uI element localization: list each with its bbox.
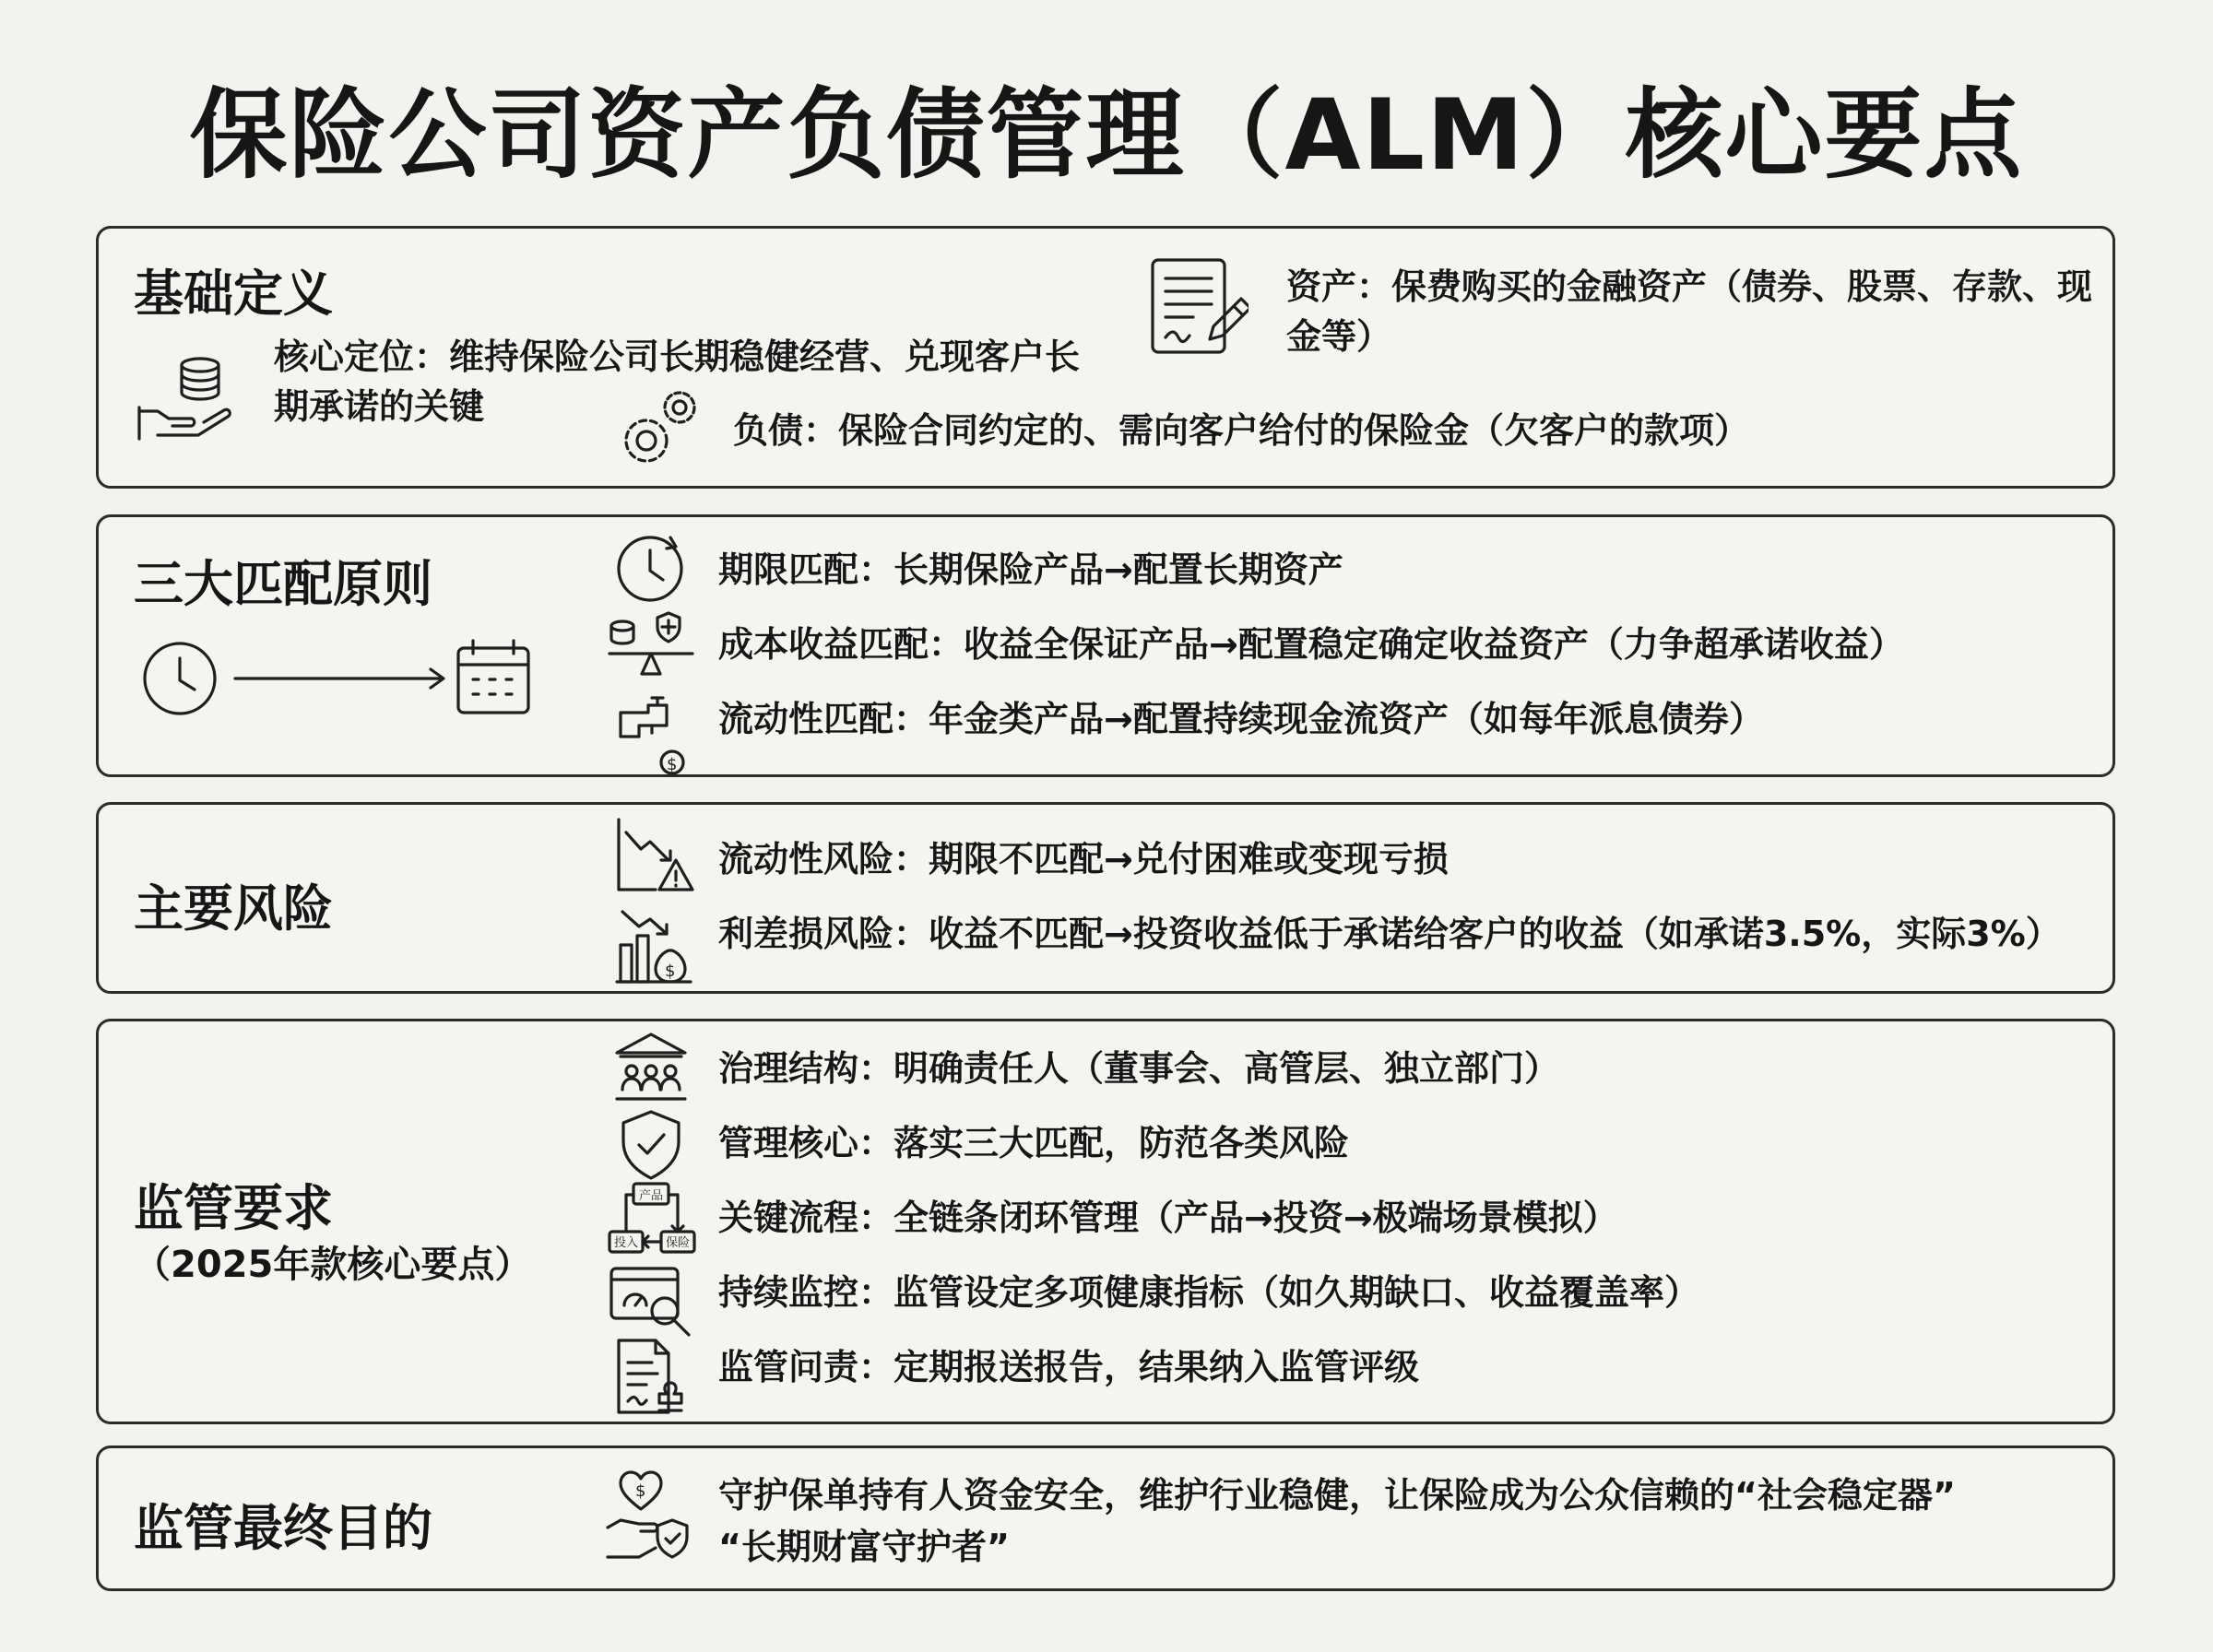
section-title-risks: 主要风险 [134, 879, 333, 938]
section-title-purpose: 监管最终目的 [134, 1499, 432, 1557]
bars-loss-money-icon [611, 903, 696, 987]
gears-icon [615, 384, 704, 472]
chart-down-warning-icon [611, 814, 696, 897]
section-title-regulation: 监管要求 [134, 1179, 333, 1237]
panel-regulatory-requirements [96, 1019, 2115, 1424]
matching-item-2: 成本收益匹配：收益全保证产品→配置稳定确定收益资产（力争超承诺收益） [718, 624, 1904, 665]
clock-icon [611, 528, 689, 606]
regulation-item-1: 治理结构：明确责任人（董事会、高管层、独立部门） [718, 1048, 1560, 1089]
document-pen-icon [1145, 254, 1249, 358]
monitor-magnifier-icon [608, 1263, 696, 1339]
page-title: 保险公司资产负债管理（ALM）核心要点 [189, 78, 2024, 192]
balance-scale-icon [604, 606, 696, 681]
faucet-coin-icon [611, 692, 689, 777]
purpose-text-line-2: “长期财富守护者” [718, 1527, 1010, 1567]
risk-item-2: 利差损风险：收益不匹配→投资收益低于承诺给客户的收益（如承诺3.5%，实际3%） [718, 914, 2061, 954]
panel-basic-definition [96, 226, 2115, 489]
liability-definition-text: 负债：保险合同约定的、需向客户给付的保险金（欠客户的款项） [733, 410, 1750, 451]
svg-text:$: $ [665, 962, 676, 981]
matching-item-3: 流动性匹配：年金类产品→配置持续现金流资产（如每年派息债券） [718, 699, 1764, 739]
risk-item-1: 流动性风险：期限不匹配→兑付困难或变现亏损 [718, 839, 1449, 879]
regulation-item-3: 关键流程：全链条闭环管理（产品→投资→极端场景模拟） [718, 1198, 1618, 1238]
section-title-basic: 基础定义 [134, 265, 333, 323]
governance-building-icon [611, 1029, 691, 1104]
svg-text:$: $ [635, 1481, 646, 1501]
section-title-matching: 三大匹配原则 [134, 555, 432, 613]
flow-icon-label-product: 产品 [639, 1189, 664, 1203]
flow-icon-label-insurance: 保险 [666, 1236, 691, 1250]
panel-main-risks [96, 802, 2115, 994]
regulation-item-2: 管理核心：落实三大匹配，防范各类风险 [718, 1123, 1350, 1163]
panel-regulatory-purpose [96, 1446, 2115, 1591]
regulation-item-4: 持续监控：监管设定多项健康指标（如久期缺口、收益覆盖率） [718, 1272, 1700, 1313]
heart-dollar-shield-hand-icon [604, 1469, 696, 1564]
asset-definition-text: 资产：保费购买的金融资产（债券、股票、存款、现金等） [1286, 266, 2093, 357]
core-position-text: 核心定位：维持保险公司长期稳健经营、兑现客户长期承诺的关键 [274, 336, 1081, 427]
svg-text:$: $ [667, 755, 678, 774]
section-subtitle-regulation: （2025年款核心要点） [134, 1244, 532, 1286]
shield-check-icon [615, 1106, 687, 1182]
purpose-text-line-1: 守护保单持有人资金安全，维护行业稳健，让保险成为公众信赖的“社会稳定器” [718, 1475, 1956, 1516]
clock-to-calendar-icon [134, 628, 530, 729]
regulation-item-5: 监管问责：定期报送报告，结果纳入监管评级 [718, 1347, 1420, 1387]
flow-icon-label-invest: 投入 [614, 1236, 639, 1250]
panel-matching-principles [96, 514, 2115, 777]
matching-item-1: 期限匹配：长期保险产品→配置长期资产 [718, 549, 1343, 590]
report-stamp-icon [611, 1337, 691, 1418]
process-flow-icon [606, 1180, 696, 1259]
coins-hand-icon [134, 347, 244, 448]
